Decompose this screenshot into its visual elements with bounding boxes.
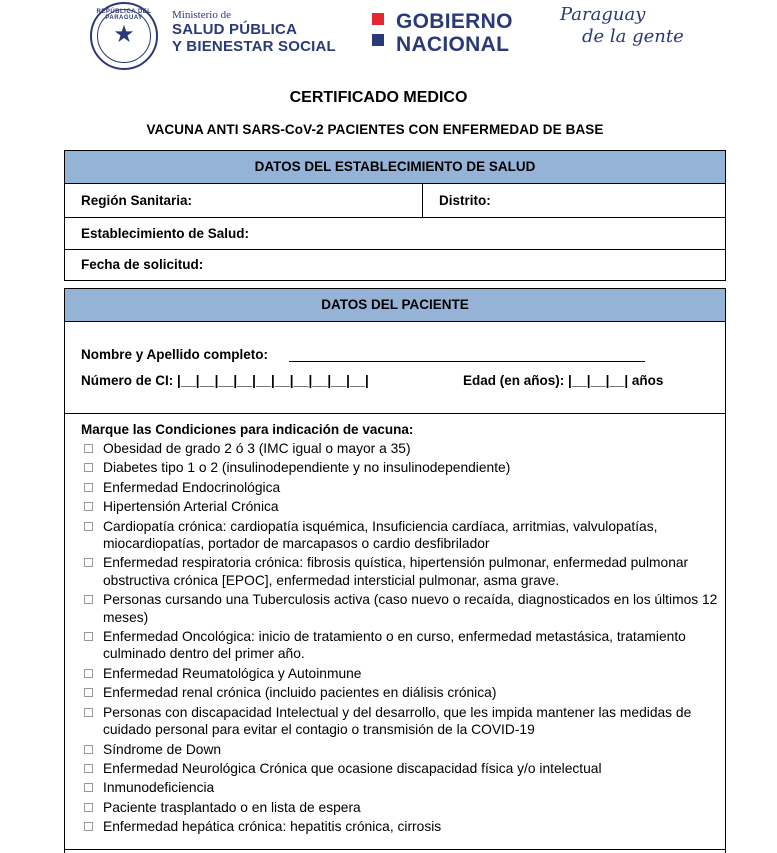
condition-item[interactable] xyxy=(81,591,725,626)
checkbox[interactable] xyxy=(84,764,93,773)
seal-text: REPÚBLICA DEL PARAGUAY xyxy=(96,9,152,21)
condition-item[interactable] xyxy=(81,760,725,777)
condition-label: Enfermedad respiratoria crónica: fibrosis quística, hipertensión pulmonar, enfermedad pulmonar obstructiva crónica [EPOC], enfermedad intersticial pulmonar, asma grave. xyxy=(103,555,689,588)
condition-label: Enfermedad Neurológica Crónica que ocasione discapacidad física y/o intelectual xyxy=(103,760,602,776)
condition-item[interactable] xyxy=(81,479,725,496)
patient-header: DATOS DEL PACIENTE xyxy=(65,289,725,322)
checkbox[interactable] xyxy=(84,822,93,831)
condition-label: Síndrome de Down xyxy=(103,741,222,757)
fecha-row xyxy=(65,250,725,281)
checkbox[interactable] xyxy=(84,483,93,492)
establecimiento-label: Establecimiento de Salud: xyxy=(81,226,250,241)
condition-label: Cardiopatía crónica: cardiopatía isquémica, Insuficiencia cardíaca, arritmias, valvulopatías, miocardiopatías, portador de marcapasos o cardio desfibrilador xyxy=(103,518,658,552)
region-label: Región Sanitaria: xyxy=(81,193,193,208)
condition-label: Enfermedad hepática crónica: hepatitis crónica, cirrosis xyxy=(103,819,442,835)
edad-field[interactable]: Edad (en años): |__|__|__| años xyxy=(463,373,664,388)
bottom-border xyxy=(64,849,726,850)
checkbox[interactable] xyxy=(84,632,93,641)
condition-item[interactable] xyxy=(81,459,725,476)
ci-field[interactable]: Número de CI: |__|__|__|__|__|__|__|__|__|__| xyxy=(81,373,369,388)
name-label: Nombre y Apellido completo: xyxy=(81,347,269,362)
condition-label: Hipertensión Arterial Crónica xyxy=(103,499,279,515)
establishment-section xyxy=(64,150,726,281)
republic-seal-icon xyxy=(90,2,158,70)
condition-label: Paciente trasplantado o en lista de espera xyxy=(103,799,361,815)
checkbox[interactable] xyxy=(84,783,93,792)
checkbox[interactable] xyxy=(84,669,93,678)
conditions-items xyxy=(81,440,725,836)
checkbox[interactable] xyxy=(84,803,93,812)
condition-item[interactable] xyxy=(81,741,725,758)
gobierno-line1: GOBIERNO xyxy=(396,10,513,33)
distrito-label: Distrito: xyxy=(439,193,491,208)
checkbox[interactable] xyxy=(84,688,93,697)
gobierno-line2: NACIONAL xyxy=(396,33,510,56)
conditions-heading: Marque las Condiciones para indicación de vacuna: xyxy=(81,422,414,437)
ministry-small-text: Ministerio de xyxy=(172,9,231,21)
checkbox[interactable] xyxy=(84,444,93,453)
condition-label: Diabetes tipo 1 o 2 (insulinodependiente y no insulinodependiente) xyxy=(103,460,511,476)
patient-section xyxy=(64,288,726,853)
condition-item[interactable] xyxy=(81,554,725,589)
condition-label: Enfermedad Reumatológica y Autoinmune xyxy=(103,665,362,681)
document-subtitle: VACUNA ANTI SARS-CoV-2 PACIENTES CON ENFERMEDAD DE BASE xyxy=(146,122,604,137)
checkbox[interactable] xyxy=(84,463,93,472)
condition-item[interactable] xyxy=(81,704,725,739)
condition-item[interactable] xyxy=(81,518,725,553)
region-distrito-row xyxy=(65,184,725,218)
checkbox[interactable] xyxy=(84,502,93,511)
condition-label: Inmunodeficiencia xyxy=(103,780,215,796)
condition-item[interactable] xyxy=(81,440,725,457)
document-title: CERTIFICADO MEDICO xyxy=(289,89,468,106)
patient-identity xyxy=(65,322,725,414)
condition-item[interactable] xyxy=(81,799,725,816)
condition-label: Enfermedad Endocrinológica xyxy=(103,479,281,495)
condition-label: Personas cursando una Tuberculosis activa (caso nuevo o recaída, diagnosticados en los últimos 12 meses) xyxy=(103,592,718,625)
checkbox[interactable] xyxy=(84,558,93,567)
condition-label: Obesidad de grado 2 ó 3 (IMC igual o mayor a 35) xyxy=(103,441,411,456)
checkbox[interactable] xyxy=(84,745,93,754)
paraguay-line1: Paraguay xyxy=(560,4,646,25)
checkbox[interactable] xyxy=(84,708,93,717)
ministry-logo xyxy=(172,9,336,55)
checkbox[interactable] xyxy=(84,595,93,604)
paraguay-line2: de la gente xyxy=(582,26,684,47)
gobierno-squares-icon xyxy=(372,13,384,55)
condition-item[interactable] xyxy=(81,498,725,515)
condition-item[interactable] xyxy=(81,665,725,682)
blue-square xyxy=(372,34,384,46)
establishment-header: DATOS DEL ESTABLECIMIENTO DE SALUD xyxy=(65,151,725,184)
fecha-label: Fecha de solicitud: xyxy=(81,257,204,272)
ministry-line2: Y BIENESTAR SOCIAL xyxy=(172,38,336,55)
ministry-line1: SALUD PÚBLICA xyxy=(172,21,298,38)
condition-item[interactable] xyxy=(81,818,725,835)
gobierno-nacional-logo xyxy=(396,10,513,56)
condition-item[interactable] xyxy=(81,684,725,701)
condition-item[interactable] xyxy=(81,628,725,663)
establecimiento-row xyxy=(65,218,725,250)
name-field[interactable] xyxy=(289,361,645,362)
condition-label: Enfermedad renal crónica (incluido pacientes en diálisis crónica) xyxy=(103,685,497,701)
star-icon: ★ xyxy=(113,21,135,48)
column-divider xyxy=(422,184,423,217)
checkbox[interactable] xyxy=(84,522,93,531)
condition-item[interactable] xyxy=(81,779,725,796)
paraguay-de-la-gente-logo xyxy=(560,4,684,48)
conditions-list xyxy=(65,414,725,836)
condition-label: Enfermedad Oncológica: inicio de tratamiento o en curso, enfermedad metastásica, tratamiento culminado dentro del primer año. xyxy=(103,629,686,662)
condition-label: Personas con discapacidad Intelectual y del desarrollo, que les impida mantener las medidas de cuidado personal para evitar el contagio o transmisión de la COVID-19 xyxy=(103,704,692,738)
red-square xyxy=(372,13,384,25)
document-header xyxy=(0,0,777,80)
